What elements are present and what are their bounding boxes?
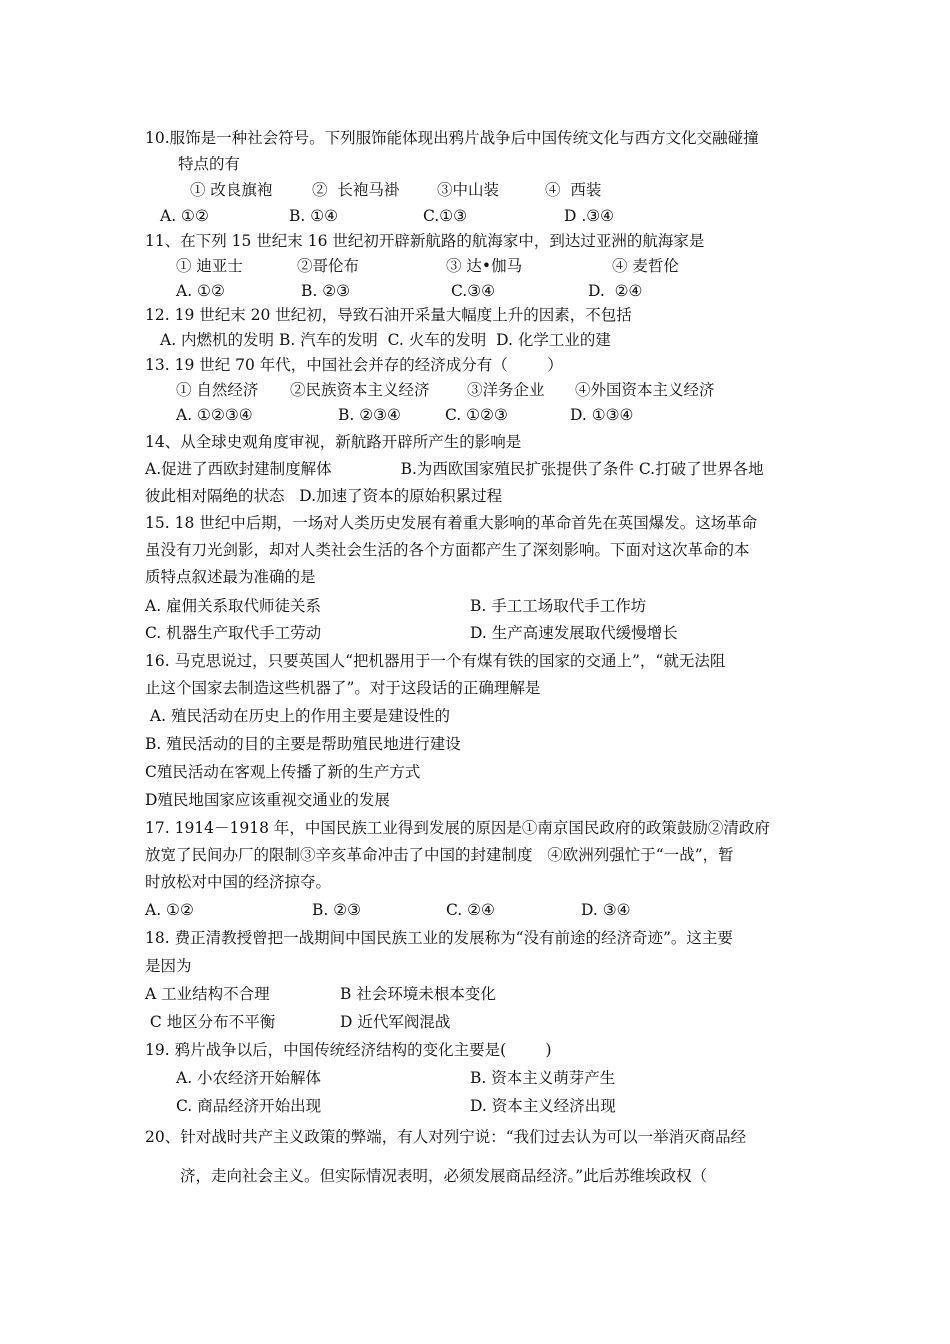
q12-stem: 12. 19 世纪末 20 世纪初，导致石油开采量大幅度上升的因素，不包括 — [145, 306, 632, 324]
q12-options: A. 内燃机的发明 B. 汽车的发明 C. 火车的发明 D. 化学工业的建 — [160, 331, 611, 349]
q20-stem-line2: 济，走向社会主义。但实际情况表明，必须发展商品经济。”此后苏维埃政权（ — [180, 1167, 708, 1185]
q11-option: C.③④ — [451, 282, 496, 300]
q13-item: ④外国资本主义经济 — [575, 381, 715, 399]
q18-option: A 工业结构不合理 — [145, 985, 270, 1003]
q17-option: C. ②④ — [446, 901, 495, 919]
q15-stem-line3: 质特点叙述最为准确的是 — [145, 568, 316, 586]
q16-stem-line2: 止这个国家去制造这些机器了”。对于这段话的正确理解是 — [145, 679, 541, 697]
q15-stem-line2: 虽没有刀光剑影，却对人类社会生活的各个方面都产生了深刻影响。下面对这次革命的本 — [145, 541, 750, 559]
q13-item: ① 自然经济 — [176, 381, 259, 399]
q10-item: ① 改良旗袍 — [190, 181, 273, 199]
q18-stem-line2: 是因为 — [145, 957, 192, 975]
q17-option: D. ③④ — [581, 901, 631, 919]
q15-option: D. 生产高速发展取代缓慢增长 — [470, 624, 678, 642]
q11-item: ②哥伦布 — [297, 257, 360, 275]
q10-option: D .③④ — [564, 207, 615, 225]
q13-item: ③洋务企业 — [467, 381, 545, 399]
q16-option-a: A. 殖民活动在历史上的作用主要是建设性的 — [145, 707, 450, 725]
q18-option: C 地区分布不平衡 — [145, 1013, 276, 1031]
q19-option: B. 资本主义萌芽产生 — [470, 1069, 616, 1087]
q14-options-line2: 彼此相对隔绝的状态 D.加速了资本的原始积累过程 — [145, 487, 503, 505]
q10-item: ③中山装 — [437, 181, 500, 199]
q18-option: B 社会环境未根本变化 — [340, 985, 496, 1003]
q14-options-line1: A.促进了西欧封建制度解体 B.为西欧国家殖民扩张提供了条件 C.打破了世界各地 — [145, 460, 764, 478]
q14-stem: 14、从全球史观角度审视，新航路开辟所产生的影响是 — [145, 433, 522, 451]
q10-option: C.①③ — [423, 207, 468, 225]
q17-stem-line1: 17. 1914－1918 年，中国民族工业得到发展的原因是①南京国民政府的政策鼓励②清政府 — [145, 819, 770, 837]
q13-option: D. ①③④ — [570, 406, 634, 424]
q10-option: A. ①② — [160, 207, 209, 225]
q10-item: ② 长袍马褂 — [312, 181, 400, 199]
q11-item: ④ 麦哲伦 — [612, 257, 679, 275]
q17-option: A. ①② — [145, 901, 194, 919]
q18-option: D 近代军阀混战 — [340, 1013, 451, 1031]
q16-option-b: B. 殖民活动的目的主要是帮助殖民地进行建设 — [145, 735, 461, 753]
q16-option-d: D殖民地国家应该重视交通业的发展 — [145, 791, 390, 809]
q10-stem-line1: 10.服饰是一种社会符号。下列服饰能体现出鸦片战争后中国传统文化与西方文化交融碰撞 — [145, 129, 759, 147]
q19-option: D. 资本主义经济出现 — [470, 1097, 616, 1115]
q13-item: ②民族资本主义经济 — [290, 381, 430, 399]
q15-option: C. 机器生产取代手工劳动 — [145, 624, 322, 642]
q10-option: B. ①④ — [289, 207, 339, 225]
q16-option-c: C殖民活动在客观上传播了新的生产方式 — [145, 763, 421, 781]
q19-option: C. 商品经济开始出现 — [176, 1097, 322, 1115]
q17-stem-line3: 时放松对中国的经济掠夺。 — [145, 873, 332, 891]
q11-item: ① 迪亚士 — [176, 257, 243, 275]
q13-option: A. ①②③④ — [176, 406, 253, 424]
q13-option: C. ①②③ — [445, 406, 508, 424]
q13-stem: 13. 19 世纪 70 年代，中国社会并存的经济成分有（ ） — [145, 356, 563, 374]
q17-option: B. ②③ — [312, 901, 362, 919]
q11-option: D. ②④ — [588, 282, 643, 300]
q10-stem-line2: 特点的有 — [178, 155, 241, 173]
q11-stem: 11、在下列 15 世纪末 16 世纪初开辟新航路的航海家中，到达过亚洲的航海家是 — [145, 232, 705, 250]
q19-stem: 19. 鸦片战争以后，中国传统经济结构的变化主要是( ) — [145, 1041, 552, 1059]
q18-stem-line1: 18. 费正清教授曾把一战期间中国民族工业的发展称为“没有前途的经济奇迹”。这主要 — [145, 929, 733, 947]
q11-item: ③ 达•伽马 — [446, 257, 523, 275]
q19-option: A. 小农经济开始解体 — [176, 1069, 322, 1087]
q16-stem-line1: 16. 马克思说过，只要英国人“把机器用于一个有煤有铁的国家的交通上”，“就无法阻 — [145, 652, 726, 670]
q11-option: A. ①② — [176, 282, 225, 300]
q20-stem-line1: 20、针对战时共产主义政策的弊端，有人对列宁说：“我们过去认为可以一举消灭商品经 — [145, 1128, 747, 1146]
q11-option: B. ②③ — [301, 282, 351, 300]
q15-option: B. 手工工场取代手工作坊 — [470, 597, 647, 615]
q15-stem-line1: 15. 18 世纪中后期，一场对人类历史发展有着重大影响的革命首先在英国爆发。这场革命 — [145, 514, 758, 532]
q10-item: ④ 西装 — [545, 181, 602, 199]
q15-option: A. 雇佣关系取代师徒关系 — [145, 597, 322, 615]
q13-option: B. ②③④ — [338, 406, 401, 424]
q17-stem-line2: 放宽了民间办厂的限制③辛亥革命冲击了中国的封建制度 ④欧洲列强忙于“一战”，暂 — [145, 846, 734, 864]
